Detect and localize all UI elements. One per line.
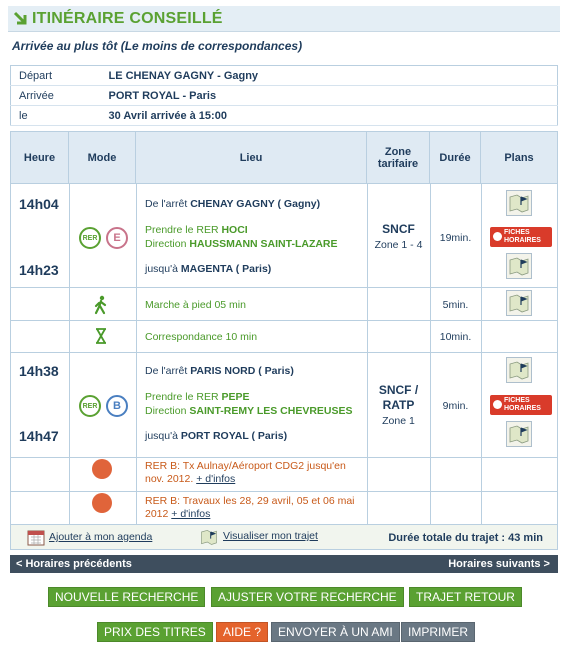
leg2-take: Prendre le RER PEPE: [145, 391, 250, 403]
rer-icon: RER: [79, 395, 101, 417]
view-route-link[interactable]: Visualiser mon trajet: [223, 530, 318, 542]
walk-text: Marche à pied 05 min: [145, 299, 246, 311]
col-mode: Mode: [69, 132, 136, 184]
col-lieu: Lieu: [136, 132, 367, 184]
leg1-direction: Direction HAUSSMANN SAINT-LAZARE: [145, 238, 338, 250]
leg1-from: De l'arrêt CHENAY GAGNY ( Gagny): [145, 198, 321, 210]
alert-infos-link[interactable]: + d'infos: [196, 473, 236, 485]
walk-duration: 5min.: [442, 299, 469, 311]
summary-row-depart: [11, 66, 558, 86]
page-title: ITINÉRAIRE CONSEILLÉ: [32, 10, 223, 27]
alert-infos-link[interactable]: + d'infos: [171, 508, 211, 520]
leg1-zone-detail: Zone 1 - 4: [374, 239, 423, 251]
leg2-to: jusqu'à PORT ROYAL ( Paris): [145, 430, 288, 442]
leg1-duration: 19min.: [439, 232, 472, 244]
leg1-departure-time: 14h04: [19, 196, 59, 212]
summary-label: Arrivée: [11, 86, 109, 106]
print-button[interactable]: IMPRIMER: [401, 622, 475, 642]
leg1-to: jusqu'à MAGENTA ( Paris): [145, 263, 272, 275]
map-icon[interactable]: [506, 357, 532, 383]
summary-value: 30 Avril arrivée à 15:00: [109, 106, 558, 126]
walk-icon: [93, 295, 109, 315]
arrow-down-right-icon: [12, 10, 30, 28]
trip-footer: [10, 525, 558, 550]
section-header: [8, 6, 560, 32]
col-duree: Durée: [430, 132, 481, 184]
leg2-zone-detail: Zone 1: [382, 415, 415, 427]
map-icon[interactable]: [506, 190, 532, 216]
col-heure: Heure: [11, 132, 69, 184]
fiches-horaires-button[interactable]: FICHES HORAIRES: [490, 227, 552, 247]
previous-times-link[interactable]: < Horaires précédents: [16, 558, 132, 570]
calendar-icon: [27, 528, 45, 546]
help-button[interactable]: AIDE ?: [216, 622, 268, 642]
leg1-take: Prendre le RER HOCI: [145, 224, 248, 236]
add-to-agenda-link[interactable]: Ajouter à mon agenda: [49, 531, 153, 543]
leg2-duration: 9min.: [442, 400, 469, 412]
return-trip-button[interactable]: TRAJET RETOUR: [409, 587, 522, 607]
next-times-link[interactable]: Horaires suivants >: [448, 558, 550, 570]
leg2-departure-time: 14h38: [19, 363, 59, 379]
summary-row-arrivee: [11, 86, 558, 106]
total-duration: Durée totale du trajet : 43 min: [388, 532, 543, 544]
rer-icon: RER: [79, 227, 101, 249]
alert-text: RER B: Travaux les 28, 29 avril, 05 et 06 mai 2012 + d'infos: [145, 495, 355, 520]
summary-value: PORT ROYAL - Paris: [109, 86, 558, 106]
map-icon[interactable]: [506, 421, 532, 447]
line-b-icon: B: [106, 395, 128, 417]
new-search-button[interactable]: NOUVELLE RECHERCHE: [48, 587, 205, 607]
map-icon[interactable]: [506, 253, 532, 279]
map-icon[interactable]: [506, 290, 532, 316]
leg2-direction: Direction SAINT-REMY LES CHEVREUSES: [145, 405, 353, 417]
fiches-horaires-button[interactable]: FICHES HORAIRES: [490, 395, 552, 415]
page-subtitle: Arrivée au plus tôt (Le moins de correspondances): [12, 39, 303, 53]
summary-label: Départ: [11, 66, 109, 86]
leg2-zone: SNCF / RATP: [378, 383, 419, 412]
connection-duration: 10min.: [439, 331, 472, 343]
ticket-prices-button[interactable]: PRIX DES TITRES: [97, 622, 213, 642]
alert-icon: [92, 493, 112, 513]
adjust-search-button[interactable]: AJUSTER VOTRE RECHERCHE: [211, 587, 404, 607]
trip-summary: [10, 65, 558, 126]
alert-text: RER B: Tx Aulnay/Aéroport CDG2 jusqu'en nov. 2012. + d'infos: [145, 460, 346, 485]
leg1-arrival-time: 14h23: [19, 262, 59, 278]
send-to-friend-button[interactable]: ENVOYER À UN AMI: [271, 622, 400, 642]
summary-label: le: [11, 106, 109, 126]
schedule-nav: [10, 555, 558, 573]
hourglass-icon: [95, 328, 107, 344]
col-plans: Plans: [504, 152, 534, 164]
table-header: [11, 132, 557, 184]
connection-text: Correspondance 10 min: [145, 331, 258, 343]
map-icon: [199, 527, 219, 547]
summary-row-date: [11, 106, 558, 126]
leg2-from: De l'arrêt PARIS NORD ( Paris): [145, 365, 294, 377]
summary-value: LE CHENAY GAGNY - Gagny: [109, 66, 558, 86]
alert-icon: [92, 459, 112, 479]
itinerary-table: [10, 131, 558, 525]
leg2-arrival-time: 14h47: [19, 428, 59, 444]
leg1-zone: SNCF: [382, 222, 415, 236]
col-zone: Zone tarifaire: [367, 132, 430, 184]
line-e-icon: E: [106, 227, 128, 249]
